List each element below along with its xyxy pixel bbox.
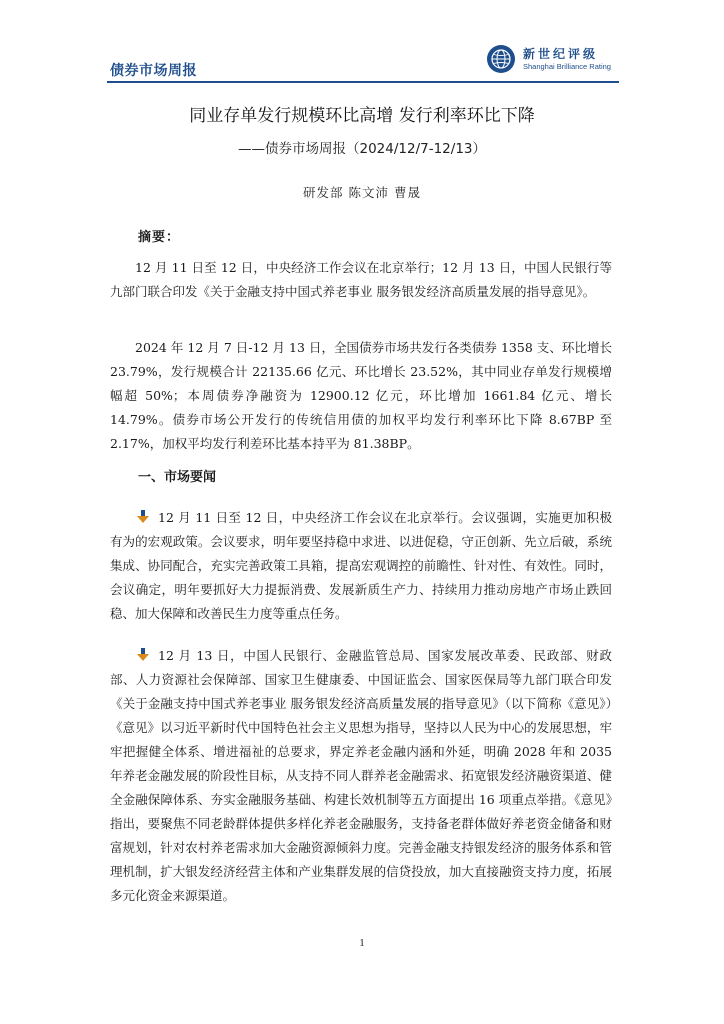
document-title: 同业存单发行规模环比高增 发行利率环比下降 <box>189 106 535 126</box>
news-item <box>110 506 612 626</box>
document-subtitle: ——债券市场周报（2024/12/7-12/13） <box>238 141 486 157</box>
news-item-text: 12 月 11 日至 12 日，中央经济工作会议在北京举行。会议强调，实施更加积极有为的宏观政策。会议要求，明年要坚持稳中求进、以进促稳，守正创新、先立后破，系统集成、协同配合，充实完善政策工具箱，提高宏观调控的前瞻性、针对性、有效性。同时，会议确定，明年要抓好大力提振消费、发展新质生产力、持续用力推动房地产市场止跌回稳、加大保障和改善民生力度等重点任务。 <box>110 510 612 621</box>
logo-chinese-name: 新世纪评级 <box>523 46 599 61</box>
company-logo <box>487 45 611 73</box>
abstract-paragraph: 2024 年 12 月 7 日-12 月 13 日，全国债券市场共发行各类债券 1358 支、环比增长 23.79%，发行规模合计 22135.66 亿元、环比增长 23.52%，其中同业存单发行规模增幅超 50%；本周债券净融资为 12900.12 亿元，环比增加 1661.84 亿元、增长 14.79%。债券市场公开发行的传统信用债的加权平均发行利率环比下降 8.67BP 至 2.17%，加权平均发行利差环比基本持平为 81.38BP。 <box>110 340 612 451</box>
abstract-paragraph: 12 月 11 日至 12 日，中央经济工作会议在北京举行；12 月 13 日，中国人民银行等九部门联合印发《关于金融支持中国式养老事业 服务银发经济高质量发展的指导意见》。 <box>110 260 612 299</box>
authors-line: 研发部 陈文沛 曹晟 <box>303 185 421 200</box>
page-number: 1 <box>359 937 365 949</box>
globe-icon <box>487 45 515 73</box>
report-series-label: 债券市场周报 <box>110 63 197 79</box>
news-item <box>110 644 612 908</box>
section-heading: 一、市场要闻 <box>138 470 217 485</box>
arrow-down-bullet-icon <box>136 510 150 524</box>
abstract-heading: 摘要： <box>138 230 181 245</box>
news-item-text: 12 月 13 日，中国人民银行、金融监管总局、国家发展改革委、民政部、财政部、人力资源社会保障部、国家卫生健康委、中国证监会、国家医保局等九部门联合印发《关于金融支持中国式养老事业 服务银发经济高质量发展的指导意见》（以下简称《意见》）《意见》以习近平新时代中国特色社会主义思想为指导，坚持以人民为中心的发展思想，牢牢把握健全体系、增进福祉的总要求，界定养老金融内涵和外延，明确 2028 年和 2035 年养老金融发展的阶段性目标，从支持不同人群养老金融需求、拓宽银发经济融资渠道、健全金融保障体系、夯实金融服务基础、构建长效机制等五方面提出 16 项重点举措。《意见》指出，要聚焦不同老龄群体提供多样化养老金融服务，支持备老群体做好养老资金储备和财富规划，针对农村养老需求加大金融资源倾斜力度。完善金融支持银发经济的服务体系和管理机制，扩大银发经济经营主体和产业集群发展的信贷投放，加大直接融资支持力度，拓展多元化资金来源渠道。 <box>110 648 612 903</box>
arrow-down-bullet-icon <box>136 648 150 662</box>
logo-english-name: Shanghai Brilliance Rating <box>523 61 611 71</box>
header-divider <box>107 81 619 83</box>
